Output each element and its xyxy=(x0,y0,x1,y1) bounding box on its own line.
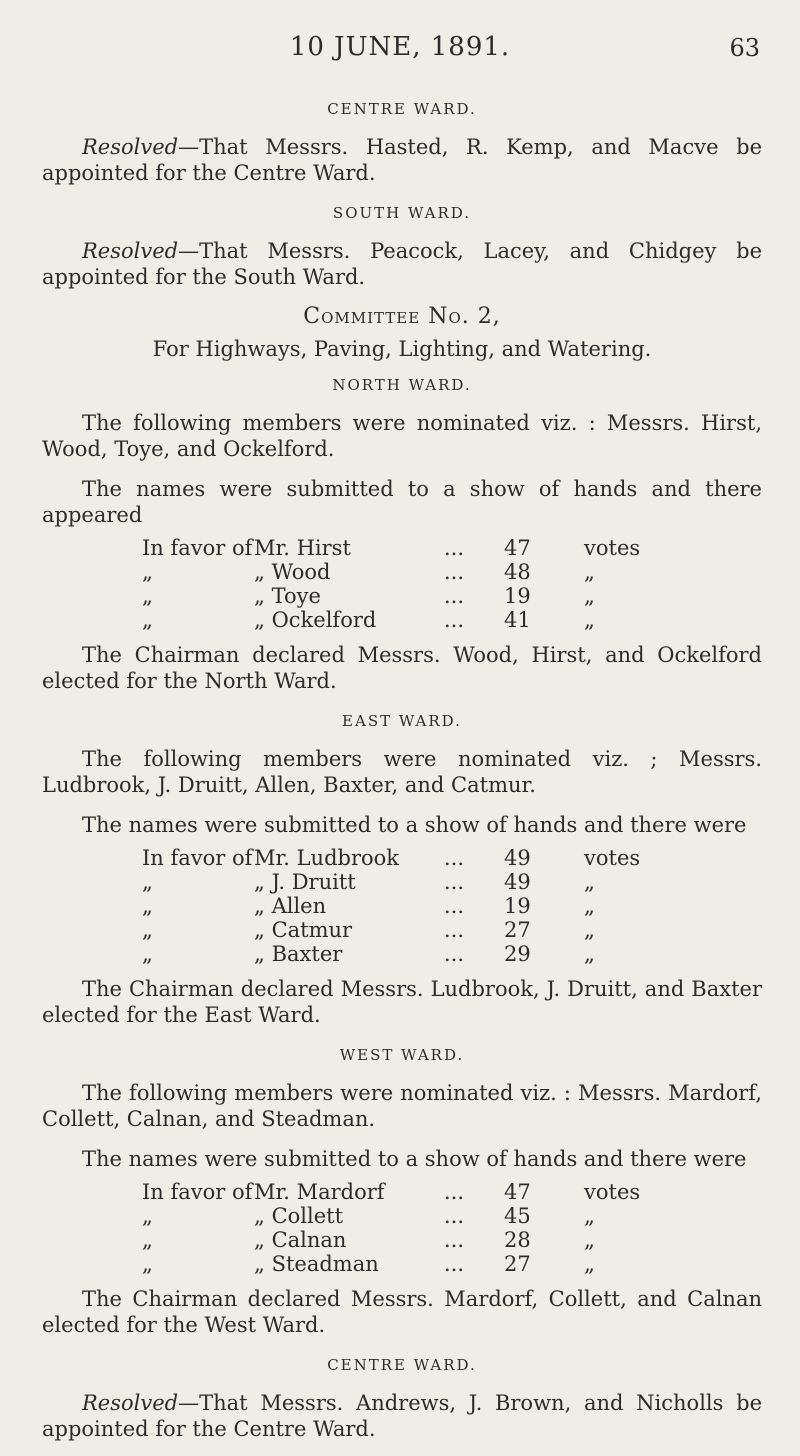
vote-name: Toye xyxy=(271,584,321,608)
vote-title: „ xyxy=(254,1204,265,1228)
vote-unit: „ xyxy=(584,560,595,584)
vote-count: 48 xyxy=(504,560,531,584)
resolution-text: —That Messrs. Peacock, Lacey, and Chidgey be appointed for the South Ward. xyxy=(42,239,762,289)
vote-dots: ... xyxy=(444,1228,465,1252)
vote-candidate xyxy=(254,584,444,608)
vote-count: 49 xyxy=(504,870,531,894)
vote-candidate xyxy=(254,942,444,966)
vote-candidate xyxy=(254,608,444,632)
vote-title: „ xyxy=(254,894,265,918)
vote-title: „ xyxy=(254,1228,265,1252)
vote-name: Steadman xyxy=(271,1252,379,1276)
vote-count: 29 xyxy=(504,942,531,966)
vote-dots: ... xyxy=(444,918,465,942)
east-ward-votes xyxy=(42,846,762,966)
west-ward-heading: WEST WARD. xyxy=(339,1046,465,1064)
vote-prefix: „ xyxy=(142,918,153,942)
vote-prefix: In favor of xyxy=(142,536,253,560)
vote-title: „ xyxy=(254,1252,265,1276)
north-ward-declaration: The Chairman declared Messrs. Wood, Hirst, and Ockelford elected for the North Ward. xyxy=(42,643,762,693)
page-header xyxy=(0,32,800,72)
vote-row xyxy=(42,584,762,608)
vote-dots: ... xyxy=(444,942,465,966)
east-ward-nominations: The following members were nominated viz. ; Messrs. Ludbrook, J. Druitt, Allen, Baxter, and Catmur. xyxy=(42,747,762,797)
vote-unit: votes xyxy=(584,536,641,560)
vote-row xyxy=(42,560,762,584)
vote-prefix: „ xyxy=(142,584,153,608)
vote-unit: „ xyxy=(584,894,595,918)
west-ward-submitted: The names were submitted to a show of hands and there were xyxy=(82,1147,747,1171)
south-ward-heading: SOUTH WARD. xyxy=(332,204,472,222)
vote-title: „ xyxy=(254,942,265,966)
vote-row xyxy=(42,1228,762,1252)
vote-prefix: In favor of xyxy=(142,846,253,870)
vote-count: 19 xyxy=(504,894,531,918)
vote-unit: „ xyxy=(584,1252,595,1276)
vote-row xyxy=(42,1252,762,1276)
vote-candidate xyxy=(254,870,444,894)
vote-prefix: „ xyxy=(142,894,153,918)
vote-dots: ... xyxy=(444,560,465,584)
vote-prefix: „ xyxy=(142,560,153,584)
vote-title: Mr. xyxy=(254,1180,290,1204)
running-title: 10 JUNE, 1891. xyxy=(289,32,511,62)
vote-title: Mr. xyxy=(254,846,290,870)
vote-row xyxy=(42,536,762,560)
vote-row xyxy=(42,942,762,966)
vote-name: Ockelford xyxy=(271,608,377,632)
vote-dots: ... xyxy=(444,608,465,632)
vote-name: Collett xyxy=(271,1204,344,1228)
centre-ward-heading: CENTRE WARD. xyxy=(327,100,477,118)
vote-row xyxy=(42,1204,762,1228)
vote-count: 47 xyxy=(504,1180,531,1204)
vote-count: 27 xyxy=(504,918,531,942)
vote-candidate xyxy=(254,1228,444,1252)
vote-unit: „ xyxy=(584,870,595,894)
vote-unit: votes xyxy=(584,846,641,870)
resolution-text: —That Messrs. Hasted, R. Kemp, and Macve be appointed for the Centre Ward. xyxy=(42,135,762,185)
vote-unit: „ xyxy=(584,918,595,942)
vote-unit: „ xyxy=(584,942,595,966)
committee-heading: Committee No. 2, xyxy=(303,304,501,329)
centre-ward-resolution-2 xyxy=(42,1390,762,1442)
vote-prefix: „ xyxy=(142,1228,153,1252)
vote-count: 45 xyxy=(504,1204,531,1228)
resolved-label: Resolved xyxy=(82,1391,179,1415)
vote-prefix: „ xyxy=(142,1252,153,1276)
vote-name: Hirst xyxy=(296,536,351,560)
vote-candidate xyxy=(254,560,444,584)
vote-dots: ... xyxy=(444,1252,465,1276)
vote-candidate xyxy=(254,1252,444,1276)
vote-unit: „ xyxy=(584,1228,595,1252)
vote-candidate xyxy=(254,894,444,918)
resolved-label: Resolved xyxy=(82,239,179,263)
vote-name: Mardorf xyxy=(296,1180,385,1204)
vote-dots: ... xyxy=(444,846,465,870)
vote-count: 28 xyxy=(504,1228,531,1252)
vote-row xyxy=(42,608,762,632)
vote-candidate xyxy=(254,846,444,870)
vote-row xyxy=(42,1180,762,1204)
vote-count: 27 xyxy=(504,1252,531,1276)
vote-prefix: „ xyxy=(142,942,153,966)
resolved-label: Resolved xyxy=(82,135,179,159)
vote-candidate xyxy=(254,536,444,560)
vote-prefix: „ xyxy=(142,870,153,894)
west-ward-votes xyxy=(42,1180,762,1276)
vote-row xyxy=(42,870,762,894)
vote-title: „ xyxy=(254,870,265,894)
vote-title: „ xyxy=(254,918,265,942)
page-number: 63 xyxy=(729,34,760,62)
centre-ward-heading-2: CENTRE WARD. xyxy=(327,1356,477,1374)
vote-title: Mr. xyxy=(254,536,290,560)
vote-unit: „ xyxy=(584,584,595,608)
committee-subheading: For Highways, Paving, Lighting, and Watering. xyxy=(152,337,652,361)
north-ward-heading: NORTH WARD. xyxy=(332,376,472,394)
vote-title: „ xyxy=(254,560,265,584)
vote-name: J. Druitt xyxy=(271,870,356,894)
vote-prefix: „ xyxy=(142,608,153,632)
vote-count: 47 xyxy=(504,536,531,560)
centre-ward-resolution xyxy=(42,134,762,186)
east-ward-submitted: The names were submitted to a show of hands and there were xyxy=(82,813,747,837)
east-ward-heading: EAST WARD. xyxy=(342,712,462,730)
vote-count: 49 xyxy=(504,846,531,870)
vote-name: Baxter xyxy=(271,942,343,966)
vote-name: Ludbrook xyxy=(296,846,400,870)
page-content xyxy=(42,86,762,1456)
vote-name: Allen xyxy=(271,894,327,918)
vote-count: 41 xyxy=(504,608,531,632)
resolution-text: —That Messrs. Andrews, J. Brown, and Nicholls be appointed for the Centre Ward. xyxy=(42,1391,762,1441)
vote-row xyxy=(42,846,762,870)
vote-prefix: „ xyxy=(142,1204,153,1228)
vote-count: 19 xyxy=(504,584,531,608)
vote-name: Catmur xyxy=(271,918,353,942)
vote-name: Calnan xyxy=(271,1228,347,1252)
vote-dots: ... xyxy=(444,894,465,918)
vote-dots: ... xyxy=(444,870,465,894)
vote-dots: ... xyxy=(444,1204,465,1228)
vote-candidate xyxy=(254,1180,444,1204)
vote-unit: „ xyxy=(584,1204,595,1228)
vote-row xyxy=(42,894,762,918)
east-ward-declaration: The Chairman declared Messrs. Ludbrook, J. Druitt, and Baxter elected for the East Ward. xyxy=(42,977,762,1027)
vote-dots: ... xyxy=(444,536,465,560)
vote-candidate xyxy=(254,918,444,942)
north-ward-nominations: The following members were nominated viz. : Messrs. Hirst, Wood, Toye, and Ockelford. xyxy=(42,411,762,461)
vote-row xyxy=(42,918,762,942)
vote-dots: ... xyxy=(444,1180,465,1204)
west-ward-nominations: The following members were nominated viz. : Messrs. Mardorf, Collett, Calnan, and Steadman. xyxy=(42,1081,762,1131)
north-ward-votes xyxy=(42,536,762,632)
vote-title: „ xyxy=(254,584,265,608)
vote-candidate xyxy=(254,1204,444,1228)
north-ward-submitted: The names were submitted to a show of hands and there appeared xyxy=(42,477,762,527)
vote-dots: ... xyxy=(444,584,465,608)
vote-title: „ xyxy=(254,608,265,632)
vote-unit: „ xyxy=(584,608,595,632)
south-ward-resolution xyxy=(42,238,762,290)
vote-prefix: In favor of xyxy=(142,1180,253,1204)
vote-unit: votes xyxy=(584,1180,641,1204)
vote-name: Wood xyxy=(271,560,331,584)
west-ward-declaration: The Chairman declared Messrs. Mardorf, Collett, and Calnan elected for the West Ward. xyxy=(42,1287,762,1337)
